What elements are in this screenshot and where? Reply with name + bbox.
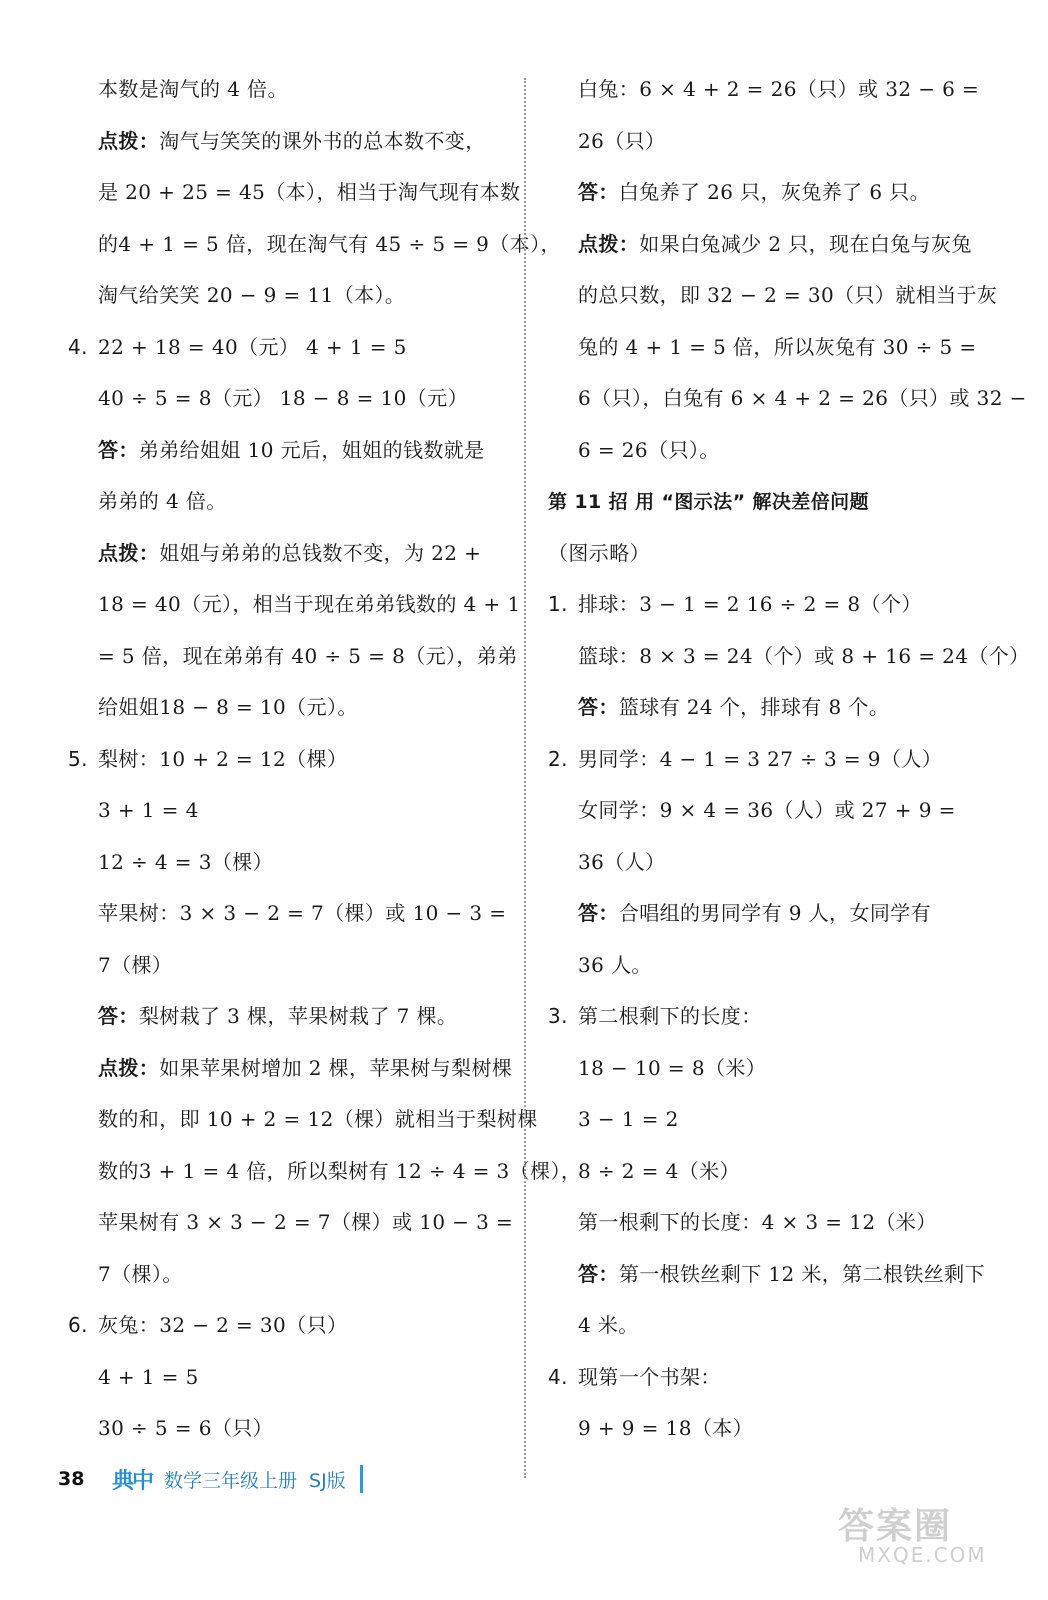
line-text: 6（只），白兔有 6 × 4 + 2 = 26（只）或 32 −	[578, 386, 1027, 410]
line-text: 4 米。	[578, 1313, 639, 1337]
line-text: 4 + 1 = 5	[98, 1364, 199, 1389]
answer-line	[68, 940, 506, 992]
line-text: 如果苹果树增加 2 棵，苹果树与梨树棵	[159, 1055, 513, 1080]
answer-line	[548, 1197, 988, 1249]
answer-line	[68, 270, 506, 322]
line-text: 26（只）	[578, 128, 666, 153]
edition-label: SJ版	[309, 1469, 346, 1492]
answer-line	[548, 528, 988, 580]
answer-line	[68, 1094, 538, 1146]
line-text: 梨树栽了 3 棵，苹果树栽了 7 棵。	[138, 1004, 458, 1028]
line-text: 9 + 9 = 18（本）	[578, 1416, 754, 1440]
answer-line	[548, 1300, 988, 1352]
answer-line	[68, 1403, 506, 1455]
watermark	[838, 1498, 987, 1567]
line-text: 3 − 1 = 2	[578, 1107, 679, 1131]
line-text: 兔的 4 + 1 = 5 倍，所以灰兔有 30 ÷ 5 =	[578, 334, 977, 359]
line-text: 18 − 10 = 8（米）	[578, 1055, 767, 1080]
answer-line	[548, 837, 988, 889]
question-line	[68, 734, 506, 786]
brand-logo: 典中	[112, 1468, 153, 1494]
answer-line	[68, 837, 506, 889]
line-text: 第一根铁丝剩下 12 米，第二根铁丝剩下	[618, 1261, 985, 1286]
answer-line	[548, 1094, 988, 1146]
right-column	[548, 64, 1030, 1455]
line-text: 3 + 1 = 4	[98, 798, 199, 822]
answer-line	[68, 116, 506, 168]
answer-line	[548, 631, 1030, 683]
watermark-main: 答案圈	[838, 1506, 953, 1547]
answer-line	[548, 373, 1027, 425]
left-column	[68, 64, 582, 1455]
line-text: 22 + 18 = 40（元） 4 + 1 = 5	[98, 334, 407, 359]
line-text: 数的和，即 10 + 2 = 12（棵）就相当于梨树棵	[98, 1107, 538, 1131]
answer-line	[68, 579, 521, 631]
line-text: 7（棵）	[98, 952, 173, 977]
keyword-label: 点拨：	[578, 231, 640, 256]
question-line	[548, 991, 988, 1043]
line-text: 本数是淘气的 4 倍。	[98, 77, 288, 101]
line-text: 如果白兔减少 2 只，现在白兔与灰兔	[639, 231, 972, 256]
answer-line	[548, 1403, 988, 1455]
line-text: 灰兔：32 − 2 = 30（只）	[98, 1313, 348, 1337]
question-line	[548, 579, 988, 631]
column-divider	[524, 78, 526, 1478]
answer-line	[548, 682, 988, 734]
answer-line	[548, 167, 988, 219]
question-number: 3.	[548, 1004, 568, 1028]
line-text: 7（棵）。	[98, 1261, 183, 1286]
line-text: 弟弟给姐姐 10 元后，姐姐的钱数就是	[138, 437, 485, 462]
keyword-label: 答：	[578, 180, 619, 204]
answer-line	[68, 682, 506, 734]
answer-line	[548, 1249, 988, 1301]
line-text: （图示略）	[548, 540, 650, 565]
line-text: 白兔：6 × 4 + 2 = 26（只）或 32 − 6 =	[578, 77, 980, 101]
line-text: 36（人）	[578, 849, 666, 874]
line-text: 30 ÷ 5 = 6（只）	[98, 1416, 274, 1440]
line-text: 淘气给笑笑 20 − 9 = 11（本）。	[98, 283, 406, 307]
keyword-label: 点拨：	[98, 540, 160, 565]
answer-line	[68, 888, 506, 940]
footer-bar	[360, 1465, 363, 1493]
line-text: 6 = 26（只）。	[578, 437, 720, 462]
keyword-label: 点拨：	[98, 128, 160, 153]
line-text: 的4 + 1 = 5 倍，现在淘气有 45 ÷ 5 = 9（本），	[98, 231, 561, 256]
answer-line	[68, 425, 506, 477]
page-footer	[58, 1462, 363, 1496]
line-text: 12 ÷ 4 = 3（棵）	[98, 849, 274, 874]
line-text: 苹果树有 3 × 3 − 2 = 7（棵）或 10 − 3 =	[98, 1210, 514, 1234]
line-text: 现第一个书架：	[578, 1364, 721, 1389]
answer-line	[548, 322, 988, 374]
question-number: 5.	[68, 746, 88, 771]
keyword-label: 答：	[578, 695, 619, 719]
line-text: 梨树：10 + 2 = 12（棵）	[98, 746, 348, 771]
line-text: 男同学：4 − 1 = 3 27 ÷ 3 = 9（人）	[578, 746, 943, 771]
question-line	[548, 1352, 988, 1404]
section-heading	[548, 476, 988, 528]
answer-line	[68, 991, 506, 1043]
answer-line	[548, 425, 988, 477]
answer-line	[68, 631, 518, 683]
answer-line	[68, 1249, 506, 1301]
line-text: 第二根剩下的长度：	[578, 1004, 762, 1028]
keyword-label: 答：	[578, 901, 619, 925]
question-line	[548, 734, 988, 786]
line-text: 苹果树：3 × 3 − 2 = 7（棵）或 10 − 3 =	[98, 901, 507, 925]
keyword-label: 答：	[578, 1261, 619, 1286]
question-number: 4.	[548, 1364, 568, 1389]
line-text: 8 ÷ 2 = 4（米）	[578, 1158, 740, 1183]
answer-line	[548, 1146, 988, 1198]
answer-line	[68, 528, 506, 580]
line-text: 姐姐与弟弟的总钱数不变，为 22 +	[159, 540, 482, 565]
question-number: 1.	[548, 592, 568, 616]
answer-line	[68, 64, 506, 116]
line-text: 篮球有 24 个，排球有 8 个。	[618, 695, 890, 719]
line-text: = 5 倍，现在弟弟有 40 ÷ 5 = 8（元），弟弟	[98, 643, 518, 668]
question-line	[68, 322, 506, 374]
answer-line	[548, 270, 998, 322]
line-text: 白兔养了 26 只，灰兔养了 6 只。	[618, 180, 931, 204]
answer-line	[68, 1043, 513, 1095]
page-number: 38	[58, 1468, 85, 1490]
answer-line	[68, 167, 521, 219]
answer-line	[548, 940, 988, 992]
line-text: 是 20 + 25 = 45（本），相当于淘气现有本数	[98, 180, 521, 204]
answer-line	[68, 1146, 582, 1198]
answer-line	[548, 64, 988, 116]
answer-line	[68, 1197, 514, 1249]
line-text: 篮球：8 × 3 = 24（个）或 8 + 16 = 24（个）	[578, 643, 1030, 668]
answer-line	[68, 476, 506, 528]
answer-line	[548, 116, 988, 168]
keyword-label: 答：	[98, 437, 139, 462]
answer-line	[68, 373, 506, 425]
answer-line	[548, 785, 988, 837]
line-text: 40 ÷ 5 = 8（元） 18 − 8 = 10（元）	[98, 386, 468, 410]
line-text: 数的3 + 1 = 4 倍，所以梨树有 12 ÷ 4 = 3（棵），	[98, 1158, 582, 1183]
keyword-label: 答：	[98, 1004, 139, 1028]
answer-line	[548, 1043, 988, 1095]
question-number: 6.	[68, 1313, 88, 1337]
answer-line	[548, 219, 988, 271]
watermark-sub: MXQE.COM	[858, 1543, 987, 1567]
section-heading-text: 第 11 招 用 “图示法” 解决差倍问题	[548, 491, 869, 513]
line-text: 第一根剩下的长度：4 × 3 = 12（米）	[578, 1210, 937, 1234]
line-text: 合唱组的男同学有 9 人，女同学有	[618, 901, 932, 925]
answer-line	[548, 888, 988, 940]
book-title: 数学三年级上册	[164, 1469, 298, 1492]
answer-line	[68, 1352, 506, 1404]
answer-line	[68, 219, 561, 271]
line-text: 排球：3 − 1 = 2 16 ÷ 2 = 8（个）	[578, 592, 922, 616]
question-number: 2.	[548, 746, 568, 771]
line-text: 给姐姐18 − 8 = 10（元）。	[98, 695, 358, 719]
line-text: 18 = 40（元），相当于现在弟弟钱数的 4 + 1	[98, 592, 521, 616]
question-line	[68, 1300, 506, 1352]
line-text: 淘气与笑笑的课外书的总本数不变，	[159, 128, 486, 153]
answer-line	[68, 785, 506, 837]
question-number: 4.	[68, 334, 88, 359]
line-text: 弟弟的 4 倍。	[98, 489, 227, 513]
line-text: 的总只数，即 32 − 2 = 30（只）就相当于灰	[578, 283, 998, 307]
line-text: 女同学：9 × 4 = 36（人）或 27 + 9 =	[578, 798, 956, 822]
line-text: 36 人。	[578, 952, 652, 977]
keyword-label: 点拨：	[98, 1055, 160, 1080]
